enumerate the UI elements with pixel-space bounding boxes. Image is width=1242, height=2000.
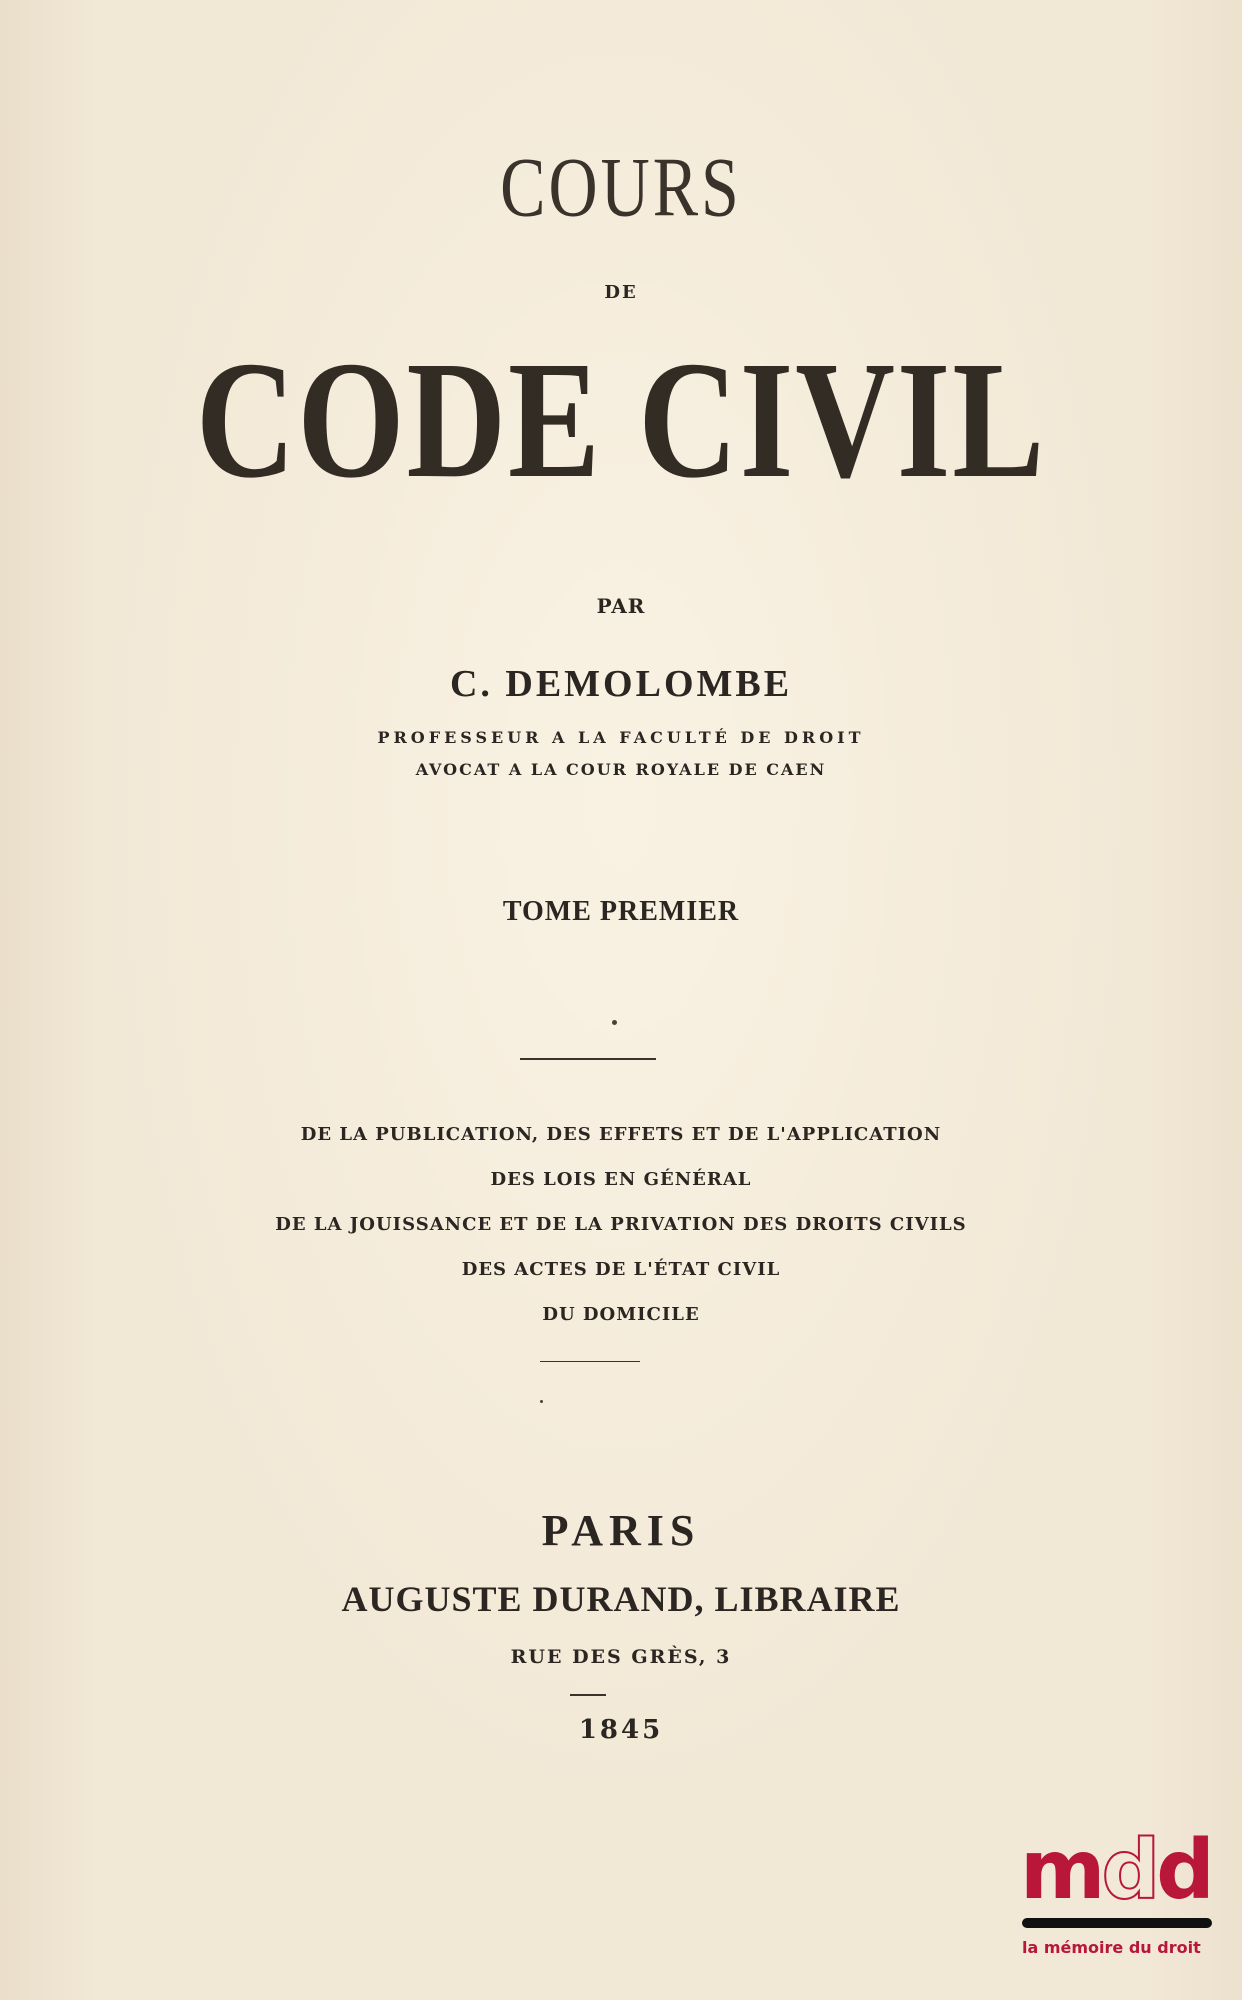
mdd-logo-tagline: la mémoire du droit bbox=[1022, 1938, 1201, 1957]
imprint-publisher: AUGUSTE DURAND, LIBRAIRE bbox=[341, 1579, 901, 1619]
main-title: CODE CIVIL bbox=[195, 327, 1047, 513]
mdd-logo bbox=[1014, 1823, 1230, 1957]
author-credential-1: PROFESSEUR A LA FACULTÉ DE DROIT bbox=[377, 728, 865, 747]
contents-list bbox=[0, 1112, 1242, 1337]
imprint-address: RUE DES GRÈS, 3 bbox=[510, 1646, 732, 1668]
contents-item: DES LOIS EN GÉNÉRAL bbox=[490, 1169, 752, 1190]
author-name: C. DEMOLOMBE bbox=[449, 663, 793, 705]
divider-rule bbox=[520, 1058, 656, 1060]
title-connector: DE bbox=[604, 282, 638, 303]
contents-item: DE LA PUBLICATION, DES EFFETS ET DE L'APPLICATION bbox=[300, 1124, 942, 1145]
divider-rule bbox=[570, 1694, 606, 1696]
author-credential-2: AVOCAT A LA COUR ROYALE DE CAEN bbox=[415, 760, 827, 779]
title-line1: COURS bbox=[500, 139, 742, 235]
mdd-logo-mark: mdd bbox=[1020, 1823, 1211, 1918]
contents-item: DES ACTES DE L'ÉTAT CIVIL bbox=[461, 1259, 781, 1280]
ornament-dot bbox=[612, 1020, 617, 1025]
imprint-city: PARIS bbox=[541, 1506, 701, 1555]
volume-label: TOME PREMIER bbox=[502, 896, 740, 927]
mdd-logo-bar bbox=[1022, 1918, 1212, 1928]
ornament-dot bbox=[540, 1400, 543, 1403]
divider-rule bbox=[540, 1361, 640, 1362]
imprint-year: 1845 bbox=[578, 1715, 664, 1745]
contents-item: DE LA JOUISSANCE ET DE LA PRIVATION DES DROITS CIVILS bbox=[275, 1214, 967, 1235]
contents-item: DU DOMICILE bbox=[542, 1304, 700, 1325]
by-label: PAR bbox=[596, 594, 646, 618]
